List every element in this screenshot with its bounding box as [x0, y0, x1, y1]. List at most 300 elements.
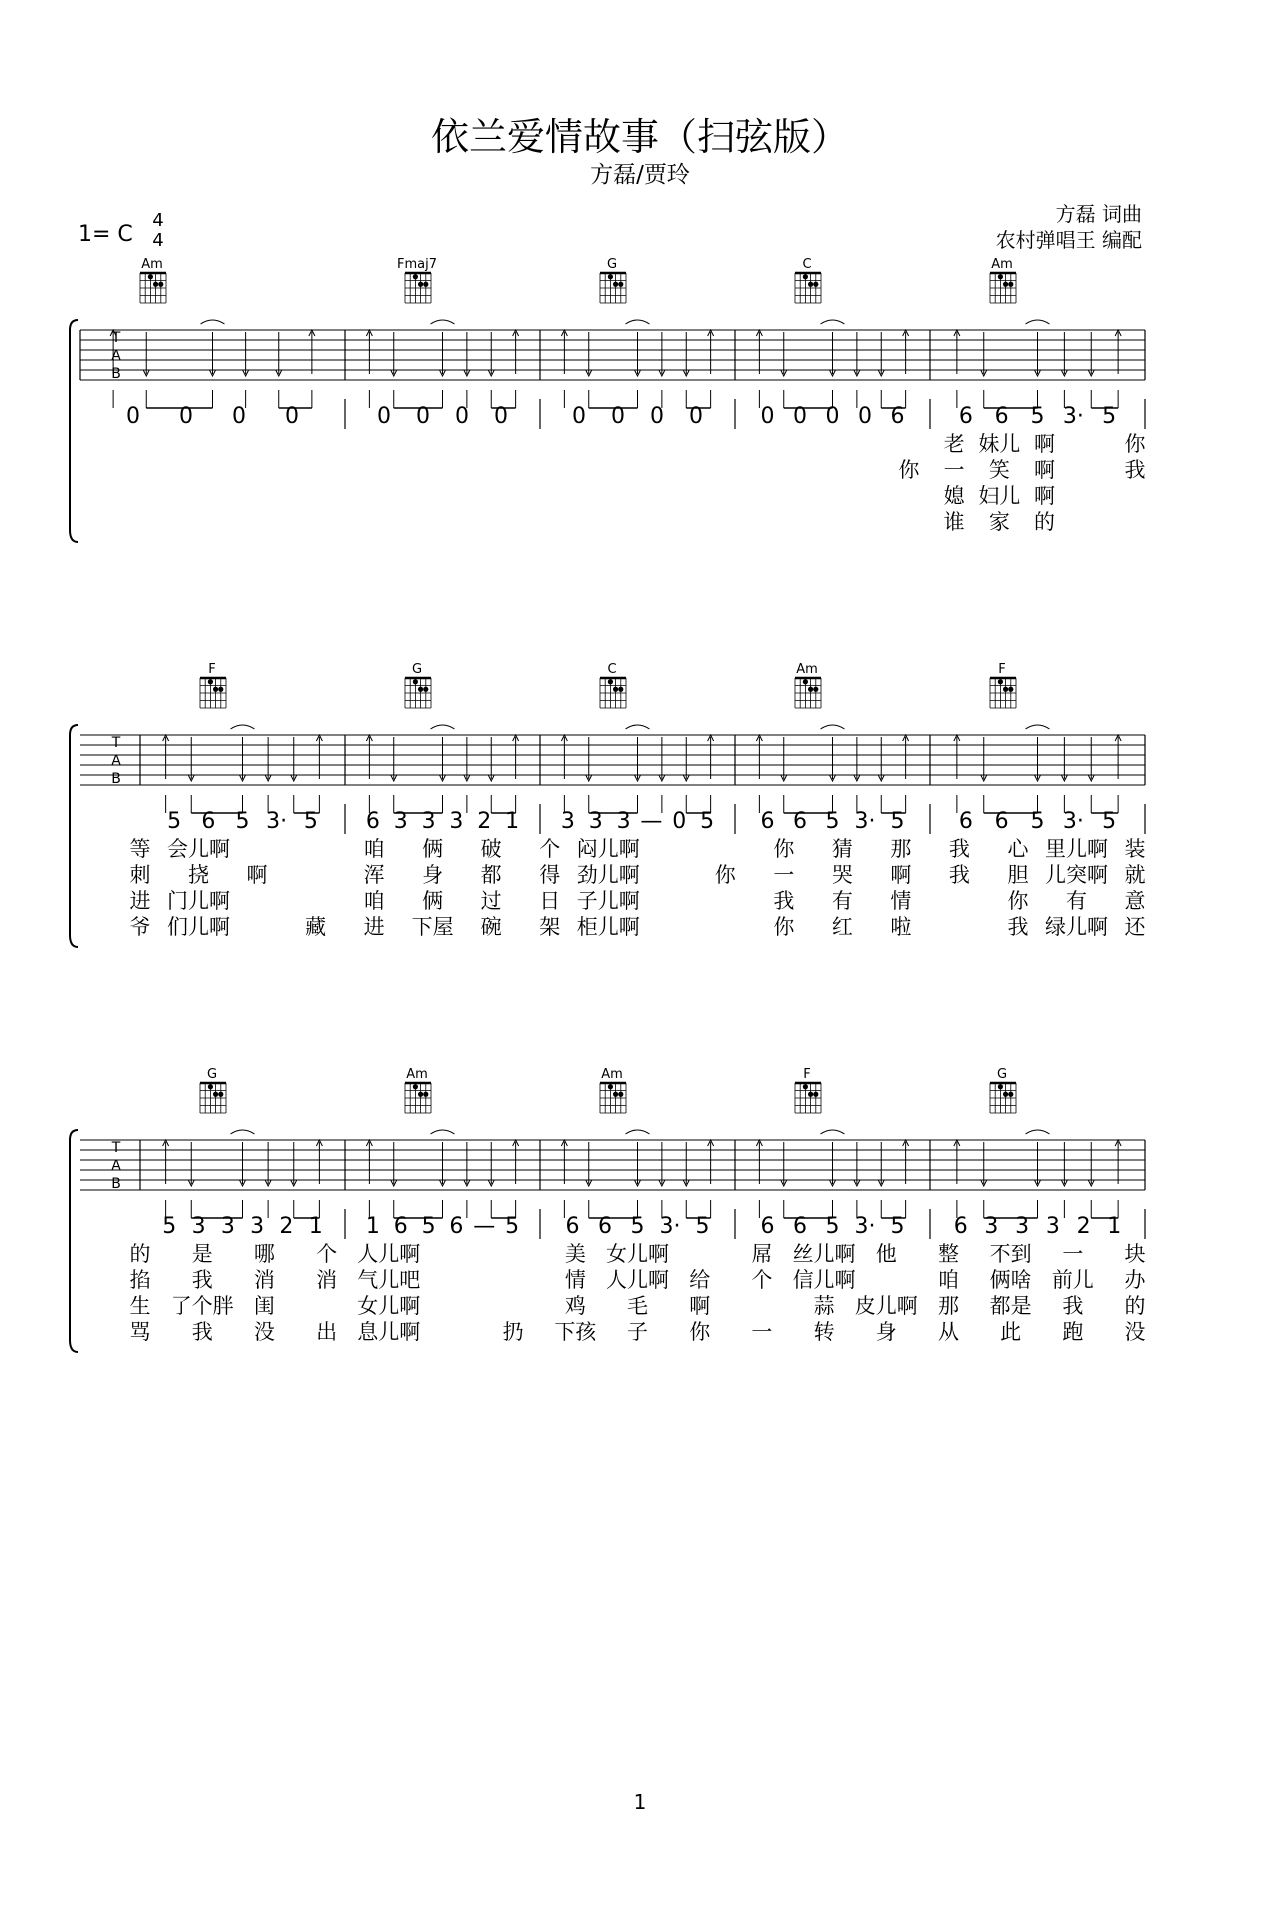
lyric-syllable: 们儿啊	[167, 915, 231, 939]
strum-down-arrow	[981, 1142, 987, 1186]
notation-number: 5	[695, 1214, 710, 1239]
chord-diagram	[600, 273, 626, 303]
tab-system-2	[0, 660, 1280, 1060]
lyric-syllable: 身	[875, 1320, 897, 1344]
chord-diagram	[600, 1083, 626, 1113]
lyric-syllable: 信儿啊	[792, 1268, 856, 1292]
lyric-syllable: 啊	[689, 1294, 711, 1318]
credit-lyrics-music: 方磊 词曲	[1055, 202, 1142, 226]
strum-down-arrow	[391, 1142, 397, 1186]
lyric-syllable: 身	[422, 863, 444, 887]
lyric-syllable: 你	[1124, 432, 1146, 456]
lyric-syllable: 的	[1124, 1294, 1146, 1318]
strum-down-arrow	[854, 332, 860, 376]
lyric-syllable: 我	[191, 1320, 213, 1344]
notation-number: 0	[572, 404, 586, 429]
lyric-syllable: 我	[1007, 915, 1029, 939]
notation-number: 6	[953, 1214, 968, 1239]
tab-clef-letter: A	[111, 1158, 121, 1174]
strum-down-arrow	[188, 737, 194, 781]
strum-down-arrow	[1061, 332, 1067, 376]
lyric-syllable: 妇儿	[978, 484, 1021, 508]
lyric-syllable: 绿儿啊	[1044, 915, 1108, 939]
notation-number: 0	[377, 404, 391, 429]
notation-number: 0	[455, 404, 469, 429]
lyric-syllable: 一	[1062, 1242, 1084, 1266]
strum-up-arrow	[903, 1140, 909, 1184]
chord-diagram	[405, 273, 431, 303]
lyric-syllable: 此	[1000, 1320, 1022, 1344]
strum-up-arrow	[561, 330, 567, 374]
strum-down-arrow	[143, 332, 149, 376]
lyric-syllable: 咱	[363, 837, 385, 861]
lyric-syllable: 都	[480, 863, 502, 887]
credit-arranger: 农村弹唱王 编配	[995, 228, 1142, 252]
strum-down-arrow	[440, 737, 446, 781]
lyric-syllable: 我	[773, 889, 795, 913]
lyric-syllable: 哪	[253, 1242, 275, 1266]
lyric-syllable: 你	[773, 837, 795, 861]
strum-down-arrow	[586, 737, 592, 781]
strum-up-arrow	[1115, 735, 1121, 779]
notation-number: 3·	[659, 1214, 681, 1239]
strum-down-arrow	[586, 1142, 592, 1186]
lyric-syllable: 等	[129, 837, 151, 861]
lyric-syllable: 那	[890, 837, 912, 861]
tab-clef-letter: T	[111, 735, 121, 751]
lyric-syllable: 有	[831, 889, 853, 913]
lyric-syllable: 情	[890, 889, 912, 913]
strum-up-arrow	[708, 1140, 714, 1184]
strum-down-arrow	[188, 1142, 194, 1186]
lyric-syllable: 消	[253, 1268, 275, 1292]
strum-up-arrow	[756, 735, 762, 779]
lyric-syllable: 笑	[988, 458, 1010, 482]
key-signature: 1= C	[78, 222, 133, 247]
notation-number: 1	[308, 1214, 323, 1239]
tab-clef-letter: T	[111, 330, 121, 346]
strum-up-arrow	[954, 330, 960, 374]
lyric-syllable: 掐	[129, 1268, 151, 1292]
lyric-syllable: 架	[539, 915, 561, 939]
lyric-syllable: 俩	[422, 837, 444, 861]
lyric-syllable: 你	[714, 863, 736, 887]
lyric-syllable: 我	[948, 863, 970, 887]
lyric-syllable: 爷	[129, 915, 151, 939]
notation-number: 0	[650, 404, 664, 429]
lyric-syllable: 皮儿啊	[854, 1294, 918, 1318]
strum-up-arrow	[513, 735, 519, 779]
chord-diagram	[405, 1083, 431, 1113]
system-bracket	[70, 1130, 78, 1352]
notation-number: 0	[672, 809, 687, 834]
strum-up-arrow	[1115, 1140, 1121, 1184]
strum-down-arrow	[981, 737, 987, 781]
lyric-syllable: 一	[751, 1320, 773, 1344]
notation-number: 6	[760, 1214, 775, 1239]
chord-diagram	[140, 273, 166, 303]
lyric-syllable: 屌	[751, 1242, 773, 1266]
notation-number: 0	[858, 404, 872, 429]
notation-number: 1	[365, 1214, 380, 1239]
notation-number: 6	[958, 809, 973, 834]
chord-diagram	[405, 678, 431, 708]
notation-number: 6	[890, 404, 905, 429]
lyric-syllable: 柜儿啊	[576, 915, 640, 939]
notation-number: 3	[588, 809, 603, 834]
notation-number: 0	[793, 404, 807, 429]
notation-number: 5	[162, 1214, 177, 1239]
strum-down-arrow	[210, 332, 216, 376]
lyric-syllable: 不到	[989, 1242, 1032, 1266]
lyric-syllable: 里儿啊	[1044, 837, 1108, 861]
chord-diagram	[990, 1083, 1016, 1113]
notation-number: 5	[700, 809, 715, 834]
lyric-syllable: 跑	[1062, 1320, 1084, 1344]
lyric-syllable: 啊	[890, 863, 912, 887]
chord-name: Am	[796, 662, 818, 677]
lyric-syllable: 转	[813, 1320, 835, 1344]
notation-number: 6	[365, 809, 380, 834]
strum-down-arrow	[781, 1142, 787, 1186]
lyric-syllable: 没	[1124, 1320, 1146, 1344]
notation-number: 6	[994, 404, 1009, 429]
strum-down-arrow	[391, 737, 397, 781]
lyric-syllable: 就	[1124, 863, 1146, 887]
strum-down-arrow	[683, 737, 689, 781]
strum-down-arrow	[464, 1142, 470, 1186]
strum-down-arrow	[781, 737, 787, 781]
notation-number: 3	[449, 809, 464, 834]
lyric-syllable: 胆	[1007, 863, 1029, 887]
chord-name: C	[607, 662, 617, 677]
strum-down-arrow	[488, 737, 494, 781]
lyric-syllable: 啊	[1034, 432, 1056, 456]
strum-down-arrow	[683, 332, 689, 376]
strum-down-arrow	[1088, 1142, 1094, 1186]
tab-clef-letter: B	[111, 771, 121, 787]
lyric-syllable: 女儿啊	[357, 1294, 421, 1318]
notation-number: 5	[1030, 809, 1045, 834]
notation-number: 0	[232, 404, 246, 429]
lyric-syllable: 门儿啊	[167, 889, 231, 913]
notation-number: 6	[793, 809, 807, 834]
strum-up-arrow	[561, 735, 567, 779]
time-signature-bottom: 4	[152, 230, 164, 251]
notation-number: 1	[1107, 1214, 1122, 1239]
notation-number: 5	[303, 809, 318, 834]
page-number: 1	[633, 1790, 647, 1814]
chord-diagram	[990, 678, 1016, 708]
notation-number: 5	[235, 809, 250, 834]
lyric-syllable: 咱	[363, 889, 385, 913]
notation-number: 5	[1102, 809, 1117, 834]
lyric-syllable: 俩啥	[989, 1268, 1032, 1292]
lyric-syllable: 藏	[305, 915, 327, 939]
lyric-syllable: 办	[1124, 1268, 1146, 1292]
lyric-syllable: 哭	[831, 863, 853, 887]
lyric-syllable: 碗	[480, 915, 502, 939]
strum-down-arrow	[878, 737, 884, 781]
notation-number: 3·	[854, 1214, 876, 1239]
lyric-syllable: 老	[943, 432, 965, 456]
strum-up-arrow	[366, 735, 372, 779]
notation-number: 0	[494, 404, 508, 429]
strum-down-arrow	[635, 332, 641, 376]
notation-number: 5	[825, 809, 840, 834]
lyric-syllable: 俩	[422, 889, 444, 913]
notation-number: 0	[825, 404, 840, 429]
notation-number: 3	[421, 809, 436, 834]
chord-name: Fmaj7	[397, 257, 437, 272]
time-signature-top: 4	[152, 210, 164, 231]
lyric-syllable: 你	[689, 1320, 711, 1344]
notation-number: 3·	[1062, 404, 1084, 429]
notation-number: —	[640, 809, 663, 834]
lyric-syllable: 我	[948, 837, 970, 861]
lyric-syllable: 妹儿	[978, 432, 1021, 456]
lyric-syllable: 他	[875, 1242, 897, 1266]
strum-down-arrow	[391, 332, 397, 376]
lyric-syllable: 扔	[502, 1320, 524, 1344]
notation-number: 0	[179, 404, 193, 429]
lyric-syllable: 子儿啊	[576, 889, 640, 913]
notation-number: 0	[126, 404, 140, 429]
lyric-syllable: 劲儿啊	[576, 863, 640, 887]
chord-name: C	[802, 257, 812, 272]
chord-name: Am	[991, 257, 1013, 272]
strum-down-arrow	[878, 1142, 884, 1186]
strum-down-arrow	[265, 737, 271, 781]
lyric-syllable: 前儿	[1051, 1268, 1094, 1292]
lyric-syllable: 了个胖	[170, 1294, 234, 1318]
notation-number: 2	[1076, 1214, 1091, 1239]
notation-number: 3	[191, 1214, 206, 1239]
lyric-syllable: 毛	[627, 1294, 648, 1318]
page-subtitle: 方磊/贾玲	[590, 162, 690, 188]
notation-number: 5	[630, 1214, 645, 1239]
lyric-syllable: 刺	[129, 863, 151, 887]
chord-diagram	[795, 678, 821, 708]
notation-number: 3	[1045, 1214, 1060, 1239]
notation-number: 1	[505, 809, 520, 834]
lyric-syllable: 会儿啊	[167, 837, 231, 861]
lyric-syllable: 进	[129, 889, 151, 913]
notation-number: 0	[760, 404, 775, 429]
strum-up-arrow	[366, 1140, 372, 1184]
tab-clef-letter: T	[111, 1140, 121, 1156]
strum-down-arrow	[1035, 737, 1041, 781]
strum-up-arrow	[513, 1140, 519, 1184]
notation-number: 6	[565, 1214, 580, 1239]
notation-number: 6	[201, 809, 216, 834]
lyric-syllable: 从	[937, 1320, 959, 1344]
lyric-syllable: 儿突啊	[1044, 863, 1108, 887]
lyric-syllable: 下屋	[411, 915, 454, 939]
notation-number: 3	[616, 809, 631, 834]
lyric-syllable: 装	[1124, 837, 1146, 861]
strum-down-arrow	[1061, 737, 1067, 781]
strum-down-arrow	[659, 332, 665, 376]
lyric-syllable: 下孩	[554, 1320, 597, 1344]
lyric-syllable: 情	[564, 1268, 586, 1292]
lyric-syllable: 啊	[1034, 484, 1056, 508]
strum-down-arrow	[265, 1142, 271, 1186]
strum-up-arrow	[903, 330, 909, 374]
lyric-syllable: 进	[363, 915, 385, 939]
lyric-syllable: 美	[564, 1242, 586, 1266]
chord-name: F	[998, 662, 1006, 677]
strum-down-arrow	[830, 1142, 836, 1186]
lyric-syllable: 都是	[989, 1294, 1032, 1318]
strum-down-arrow	[243, 332, 249, 376]
lyric-syllable: 破	[480, 837, 502, 861]
lyric-syllable: 个	[751, 1268, 773, 1292]
lyric-syllable: 的	[1034, 510, 1056, 534]
strum-up-arrow	[163, 735, 169, 779]
strum-down-arrow	[1035, 332, 1041, 376]
notation-number: 6	[760, 809, 775, 834]
tab-clef-letter: A	[111, 348, 121, 364]
lyric-syllable: 子	[627, 1320, 648, 1344]
notation-number: 2	[279, 1214, 294, 1239]
lyric-syllable: 日	[539, 889, 561, 913]
strum-down-arrow	[781, 332, 787, 376]
lyric-syllable: 有	[1065, 889, 1087, 913]
notation-number: 5	[1102, 404, 1117, 429]
notation-number: 6	[994, 809, 1009, 834]
lyric-syllable: 一	[943, 458, 965, 482]
notation-number: 3·	[1062, 809, 1084, 834]
lyric-syllable: 家	[988, 510, 1010, 534]
notation-number: 6	[958, 404, 973, 429]
strum-down-arrow	[878, 332, 884, 376]
strum-down-arrow	[464, 737, 470, 781]
notation-number: 6	[449, 1214, 464, 1239]
notation-number: 5	[890, 809, 905, 834]
notation-number: 0	[689, 404, 703, 429]
chord-name: G	[206, 1067, 218, 1082]
lyric-syllable: 个	[539, 837, 561, 861]
notation-number: 0	[285, 404, 299, 429]
strum-down-arrow	[276, 332, 282, 376]
notation-number: 3	[560, 809, 575, 834]
lyric-syllable: 还	[1124, 915, 1146, 939]
lyric-syllable: 人儿啊	[606, 1268, 669, 1292]
lyric-syllable: 鸡	[564, 1294, 586, 1318]
strum-up-arrow	[1115, 330, 1121, 374]
lyric-syllable: 丝儿啊	[792, 1242, 856, 1266]
strum-up-arrow	[513, 330, 519, 374]
strum-up-arrow	[954, 1140, 960, 1184]
lyric-syllable: 浑	[363, 863, 385, 887]
lyric-syllable: 蒜	[813, 1294, 835, 1318]
strum-down-arrow	[291, 737, 297, 781]
notation-number: 5	[825, 1214, 840, 1239]
lyric-syllable: 啦	[890, 915, 912, 939]
lyric-syllable: 是	[191, 1242, 213, 1266]
notation-number: 0	[416, 404, 430, 429]
strum-down-arrow	[291, 1142, 297, 1186]
tab-system-1	[0, 255, 1280, 655]
strum-down-arrow	[683, 1142, 689, 1186]
strum-up-arrow	[708, 735, 714, 779]
strum-up-arrow	[756, 1140, 762, 1184]
strum-down-arrow	[830, 332, 836, 376]
strum-up-arrow	[903, 735, 909, 779]
tab-clef-letter: B	[111, 366, 121, 382]
lyric-syllable: 生	[129, 1294, 151, 1318]
chord-diagram	[200, 678, 226, 708]
lyric-syllable: 啊	[1034, 458, 1056, 482]
strum-down-arrow	[1061, 1142, 1067, 1186]
strum-up-arrow	[316, 735, 322, 779]
tab-system-3	[0, 1065, 1280, 1465]
strum-down-arrow	[488, 1142, 494, 1186]
lyric-syllable: 人儿啊	[357, 1242, 421, 1266]
chord-name: F	[208, 662, 216, 677]
lyric-syllable: 红	[831, 915, 853, 939]
strum-down-arrow	[1088, 332, 1094, 376]
lyric-syllable: 没	[253, 1320, 275, 1344]
lyric-syllable: 我	[1124, 458, 1146, 482]
chord-name: G	[606, 257, 618, 272]
lyric-syllable: 得	[539, 863, 561, 887]
notation-number: 5	[421, 1214, 436, 1239]
notation-number: 6	[793, 1214, 807, 1239]
lyric-syllable: 的	[129, 1242, 151, 1266]
strum-down-arrow	[464, 332, 470, 376]
chord-name: Am	[601, 1067, 623, 1082]
strum-down-arrow	[440, 332, 446, 376]
strum-down-arrow	[659, 1142, 665, 1186]
lyric-syllable: 啊	[246, 863, 268, 887]
strum-down-arrow	[635, 1142, 641, 1186]
lyric-syllable: 气儿吧	[357, 1268, 421, 1292]
lyric-syllable: 你	[898, 458, 920, 482]
chord-name: F	[803, 1067, 811, 1082]
lyric-syllable: 消	[316, 1268, 338, 1292]
lyric-syllable: 挠	[188, 863, 210, 887]
chord-diagram	[795, 1083, 821, 1113]
strum-up-arrow	[756, 330, 762, 374]
chord-name: Am	[141, 257, 163, 272]
chord-name: G	[411, 662, 423, 677]
lyric-syllable: 个	[316, 1242, 338, 1266]
lyric-syllable: 闺	[253, 1294, 275, 1318]
lyric-syllable: 媳	[943, 484, 965, 508]
notation-number: 3	[220, 1214, 235, 1239]
strum-up-arrow	[954, 735, 960, 779]
notation-number: 3·	[266, 809, 288, 834]
lyric-syllable: 整	[937, 1242, 959, 1266]
lyric-syllable: 你	[1007, 889, 1029, 913]
strum-down-arrow	[635, 737, 641, 781]
strum-up-arrow	[561, 1140, 567, 1184]
lyric-syllable: 一	[773, 863, 795, 887]
notation-number: —	[473, 1214, 496, 1239]
lyric-syllable: 闷儿啊	[576, 837, 640, 861]
chord-diagram	[600, 678, 626, 708]
strum-up-arrow	[316, 1140, 322, 1184]
chord-diagram	[200, 1083, 226, 1113]
lyric-syllable: 你	[773, 915, 795, 939]
lyric-syllable: 那	[937, 1294, 959, 1318]
lyric-syllable: 过	[480, 889, 502, 913]
chord-diagram	[990, 273, 1016, 303]
notation-number: 3·	[854, 809, 876, 834]
strum-up-arrow	[163, 1140, 169, 1184]
